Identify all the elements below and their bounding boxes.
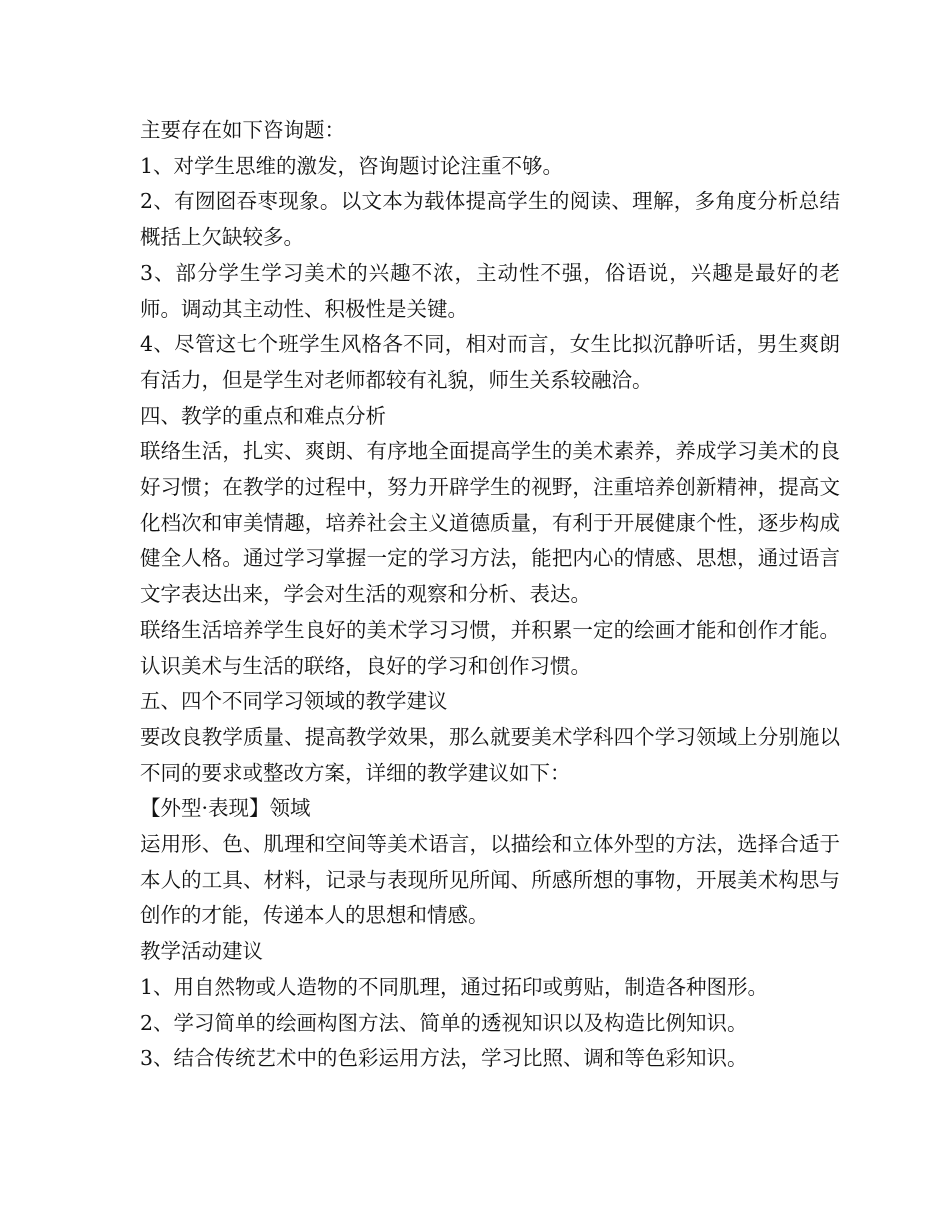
- subsection-heading: 教学活动建议: [140, 939, 263, 964]
- body-paragraph: 联络生活培养学生良好的美术学习习惯，并积累一定的绘画才能和创作才能。认识美术与生活的联络，良好的学习和创作习惯。: [140, 617, 840, 678]
- problem-item-2: 2、有囫囵吞枣现象。以文本为载体提高学生的阅读、理解，多角度分析总结概括上欠缺较多。: [140, 189, 840, 250]
- document-body: [140, 113, 840, 1077]
- subsection-heading: 【外型·表现】领域: [140, 796, 311, 821]
- activity-item-1: 1、用自然物或人造物的不同肌理，通过拓印或剪贴，制造各种图形。: [140, 974, 769, 999]
- section-heading-5: 五、四个不同学习领域的教学建议: [140, 689, 448, 714]
- problem-item-3: 3、部分学生学习美术的兴趣不浓，主动性不强，俗语说，兴趣是最好的老师。调动其主动性、积极性是关键。: [140, 260, 840, 321]
- problem-item-1: 1、对学生思维的激发，咨询题讨论注重不够。: [140, 153, 564, 178]
- intro-line: 主要存在如下咨询题：: [140, 118, 345, 142]
- activity-item-3: 3、结合传统艺术中的色彩运用方法，学习比照、调和等色彩知识。: [140, 1046, 748, 1071]
- body-paragraph: 联络生活，扎实、爽朗、有序地全面提高学生的美术素养，养成学习美术的良好习惯；在教学的过程中，努力开辟学生的视野，注重培养创新精神，提高文化档次和审美情趣，培养社会主义道德质量，有利于开展健康个性，逐步构成健全人格。通过学习掌握一定的学习方法，能把内心的情感、思想，通过语言文字表达出来，学会对生活的观察和分析、表达。: [140, 439, 840, 607]
- problem-item-4: 4、尽管这七个班学生风格各不同，相对而言，女生比拟沉静听话，男生爽朗有活力，但是学生对老师都较有礼貌，师生关系较融洽。: [140, 332, 840, 392]
- activity-item-2: 2、学习简单的绘画构图方法、简单的透视知识以及构造比例知识。: [140, 1010, 748, 1035]
- body-paragraph: 要改良教学质量、提高教学效果，那么就要美术学科四个学习领域上分别施以不同的要求或整改方案，详细的教学建议如下：: [140, 724, 840, 785]
- section-heading-4: 四、教学的重点和难点分析: [140, 403, 386, 428]
- body-paragraph: 运用形、色、肌理和空间等美术语言，以描绘和立体外型的方法，选择合适于本人的工具、材料，记录与表现所见所闻、所感所想的事物，开展美术构思与创作的才能，传递本人的思想和情感。: [140, 832, 840, 928]
